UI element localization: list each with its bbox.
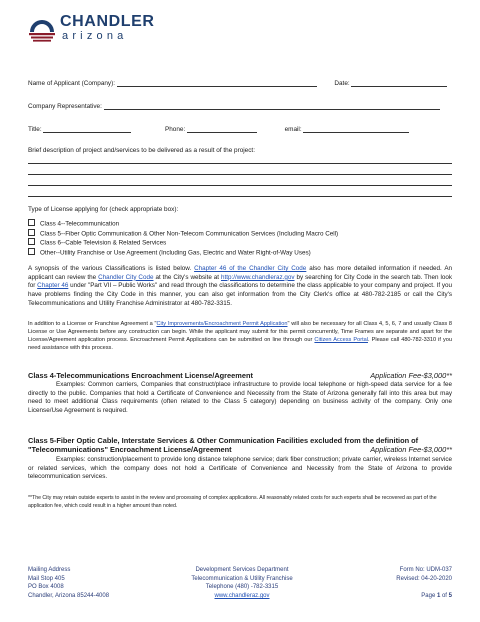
page-label: Page (421, 592, 436, 599)
phone-field[interactable] (187, 126, 257, 133)
date-label: Date: (334, 80, 350, 87)
text: at the City's website at (155, 273, 220, 281)
description-line[interactable] (28, 196, 452, 197)
citizen-access-portal-link[interactable]: Citizen Access Portal (314, 337, 368, 344)
applicant-row (28, 80, 447, 87)
class5-heading: Class 5-Fiber Optic Cable, Interstate Services & Other Communication Facilities excluded from the definition of "Telecommunications" Encroachment License/Agreement (28, 436, 419, 455)
title-label: Title: (28, 126, 42, 133)
text: In addition to a License or Franchise Agreement a " (28, 321, 157, 327)
revised-date: Revised: 04-20-2020 (396, 575, 452, 582)
license-prompt: Type of License applying for (check appropriate box): (28, 206, 179, 213)
footer-mailing-address (28, 566, 109, 600)
footer-line: Telecommunication & Utility Franchise (191, 575, 293, 582)
title-field[interactable] (43, 126, 131, 133)
footer-line: Mailing Address (28, 567, 71, 573)
option-label: Other--Utility Franchise or Use Agreement (Including Gas, Electric and Water Right-of-Way Uses) (40, 249, 311, 256)
form-number: Form No: UDM-037 (399, 567, 452, 573)
representative-field[interactable] (104, 103, 440, 110)
description-line[interactable] (28, 185, 452, 186)
checkbox[interactable] (28, 219, 35, 226)
footer-form-info (396, 566, 452, 600)
option-label: Class 4--Telecommunication (40, 220, 120, 228)
footer-line: Development Services Department (195, 567, 289, 573)
class4-body (28, 381, 452, 416)
page-of: of (441, 592, 447, 599)
applicant-field[interactable] (117, 80, 317, 87)
page-indicator (396, 592, 452, 601)
class4-fee: Application Fee-$3,000** (370, 371, 452, 380)
license-option-other[interactable] (28, 248, 311, 257)
footer-department (172, 566, 312, 600)
phone-label: Phone: (164, 126, 186, 133)
applicant-label: Name of Applicant (Company): (28, 80, 116, 87)
chandler-logo (26, 12, 155, 46)
logo-wordmark: CHANDLER (60, 13, 155, 30)
synopsis-paragraph (28, 265, 452, 309)
city-code-link[interactable]: Chandler City Code (98, 273, 154, 281)
encroachment-permit-link[interactable]: City Improvements/Encroachment Permit Application (156, 321, 288, 327)
text: " will also be necessary for all Class 4, 5, 6, 7 and usually Class 8 License or Use Agreements before any construction can begin. While the applicant may submit for this permit concurrently, Time Frames are separate and apart for the License/Agreement application process. Encroachment Permit Applications can be submitted on line through our (28, 321, 452, 344)
expert-fee-note: **The City may retain outside experts to assist in the review and processing of complex applications. All reasonably related costs for such experts shall be recovered as part of the application fee, which could result in a higher amount than noted. (28, 495, 437, 509)
chapter-46-short-link[interactable]: Chapter 46 (37, 282, 69, 290)
license-option-class5[interactable] (28, 229, 338, 238)
option-label: Class 5--Fiber Optic Communication & Other Non-Telecom Communication Services (Including Macro Cell) (40, 230, 339, 237)
class4-heading: Class 4-Telecommunications Encroachment License/Agreement (28, 371, 253, 380)
text: by searching for City Code in the search tab. Then look for (28, 273, 453, 290)
city-website-link[interactable]: http://www.chandleraz.gov (221, 273, 295, 281)
footer-line: Mail Stop 405 (28, 575, 65, 582)
checkbox[interactable] (28, 248, 35, 255)
representative-row (28, 103, 440, 110)
chapter-46-link[interactable]: Chapter 46 of the Chandler City Code (194, 265, 307, 272)
footer-line: PO Box 4008 (28, 584, 64, 591)
option-label: Class 6--Cable Television & Related Services (40, 239, 167, 247)
license-option-class4[interactable] (28, 219, 119, 228)
page-number: 1 (436, 592, 441, 599)
footer-line: Telephone (480) -782-3315 (205, 584, 279, 591)
class5-heading-row (28, 436, 452, 455)
license-option-class6[interactable] (28, 238, 166, 247)
text: Examples: construction/placement to provide long distance telephone service; dark fiber construction; private carrier, wireless Internet service or related services, which the company does not hold a Certificate of Convenience and Necessity from the State of Arizona to provide telecommunication services. (28, 456, 452, 481)
text: Examples: Common carriers, Companies that construct/place infrastructure to provide local telephone or high-speed data service for a fee directly to the public. Companies that hold a Certificate of Convenience and Necessity from the State of Arizona generally fall into this area but may need to meet additional Class requirements (often related to the Class 5 category) depending on business activity of the company. Only one License/Use Agreement is required. (28, 381, 452, 415)
text: under "Part VII – Public Works" and read through the classifications to determine the class applicable to your company and project. If you have problems finding the City Code in this manner, you can also get information from the City Clerk's office at 480-782-2185 or call the City's Telecommunications and Utility Franchise Administrator at 480-782-3315. (28, 282, 453, 307)
footer-line: Chandler, Arizona 85244-4008 (28, 592, 110, 599)
sun-logo-icon (26, 14, 58, 44)
checkbox[interactable] (28, 238, 35, 245)
checkbox[interactable] (28, 229, 35, 236)
permit-paragraph (28, 320, 452, 352)
class5-fee: Application Fee-$3,000** (370, 445, 452, 455)
text: also has more detailed information if needed. An applicant can review the (28, 265, 453, 281)
page-total: 5 (448, 592, 452, 599)
contact-row (28, 126, 409, 133)
description-line[interactable] (28, 174, 452, 175)
class4-heading-row (28, 371, 452, 380)
footer-website-link[interactable]: www.chandleraz.gov (214, 592, 270, 599)
date-field[interactable] (351, 80, 447, 87)
class5-body (28, 456, 452, 482)
representative-label: Company Representative: (28, 103, 102, 110)
description-label: Brief description of project and/services to be delivered as a result of the project: (28, 147, 255, 154)
logo-subtitle: arizona (62, 30, 128, 42)
email-label: email: (284, 126, 302, 133)
text: . Please call 480-782-3310 if you need assistance with this process. (28, 337, 452, 352)
description-line[interactable] (28, 163, 452, 164)
email-field[interactable] (303, 126, 409, 133)
text: A synopsis of the various Classifications is listed below. (28, 265, 192, 272)
